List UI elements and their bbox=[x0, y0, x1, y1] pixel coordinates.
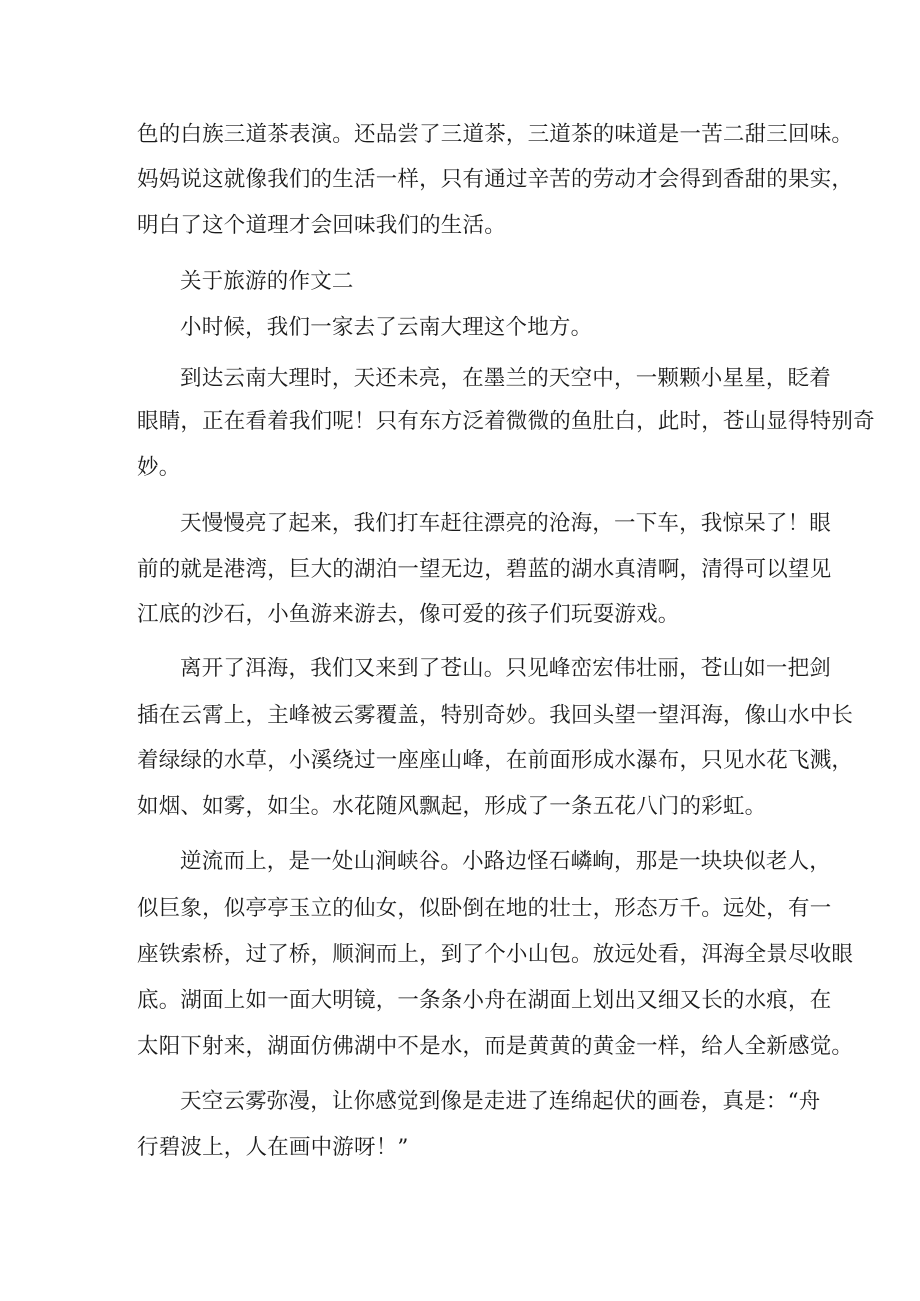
text-line: 眼睛，正在看着我们呢！只有东方泛着微微的鱼肚白，此时，苍山显得特别奇 bbox=[137, 409, 875, 434]
text-line: 妈妈说这就像我们的生活一样，只有通过辛苦的劳动才会得到香甜的果实， bbox=[137, 167, 854, 192]
text-line: 明白了这个道理才会回味我们的生活。 bbox=[137, 213, 506, 238]
text-line: 小时候，我们一家去了云南大理这个地方。 bbox=[180, 315, 593, 340]
text-line: 江底的沙石，小鱼游来游去，像可爱的孩子们玩耍游戏。 bbox=[137, 602, 680, 627]
text-line: 色的白族三道茶表演。还品尝了三道茶，三道茶的味道是一苦二甜三回味。 bbox=[137, 122, 854, 147]
text-line: 行碧波上，人在画中游呀！” bbox=[137, 1135, 409, 1160]
text-line: 天慢慢亮了起来，我们打车赶往漂亮的沧海，一下车，我惊呆了！眼 bbox=[180, 511, 832, 536]
text-line: 太阳下射来，湖面仿佛湖中不是水，而是黄黄的黄金一样，给人全新感觉。 bbox=[137, 1034, 854, 1059]
text-line: 似巨象，似亭亭玉立的仙女，似卧倒在地的壮士，形态万千。远处，有一 bbox=[137, 896, 832, 921]
text-line: 逆流而上，是一处山涧峡谷。小路边怪石嶙峋，那是一块块似老人， bbox=[180, 849, 832, 874]
section-heading: 关于旅游的作文二 bbox=[180, 269, 354, 294]
text-line: 天空云雾弥漫，让你感觉到像是走进了连绵起伏的画卷，真是：“舟 bbox=[180, 1089, 821, 1114]
text-line: 着绿绿的水草，小溪绕过一座座山峰，在前面形成水瀑布，只见水花飞溅， bbox=[137, 748, 854, 773]
text-line: 座铁索桥，过了桥，顺涧而上，到了个小山包。放远处看，洱海全景尽收眼 bbox=[137, 942, 854, 967]
text-line: 妙。 bbox=[137, 455, 181, 480]
text-line: 底。湖面上如一面大明镜，一条条小舟在湖面上划出又细又长的水痕，在 bbox=[137, 988, 832, 1013]
text-line: 如烟、如雾，如尘。水花随风飘起，形成了一条五花八门的彩虹。 bbox=[137, 794, 767, 819]
text-line: 插在云霄上，主峰被云雾覆盖，特别奇妙。我回头望一望洱海，像山水中长 bbox=[137, 703, 854, 728]
text-line: 前的就是港湾，巨大的湖泊一望无边，碧蓝的湖水真清啊，清得可以望见 bbox=[137, 557, 832, 582]
text-line: 到达云南大理时，天还未亮，在墨兰的天空中，一颗颗小星星，眨着 bbox=[180, 366, 832, 391]
text-line: 离开了洱海，我们又来到了苍山。只见峰峦宏伟壮丽，苍山如一把剑 bbox=[180, 656, 832, 681]
